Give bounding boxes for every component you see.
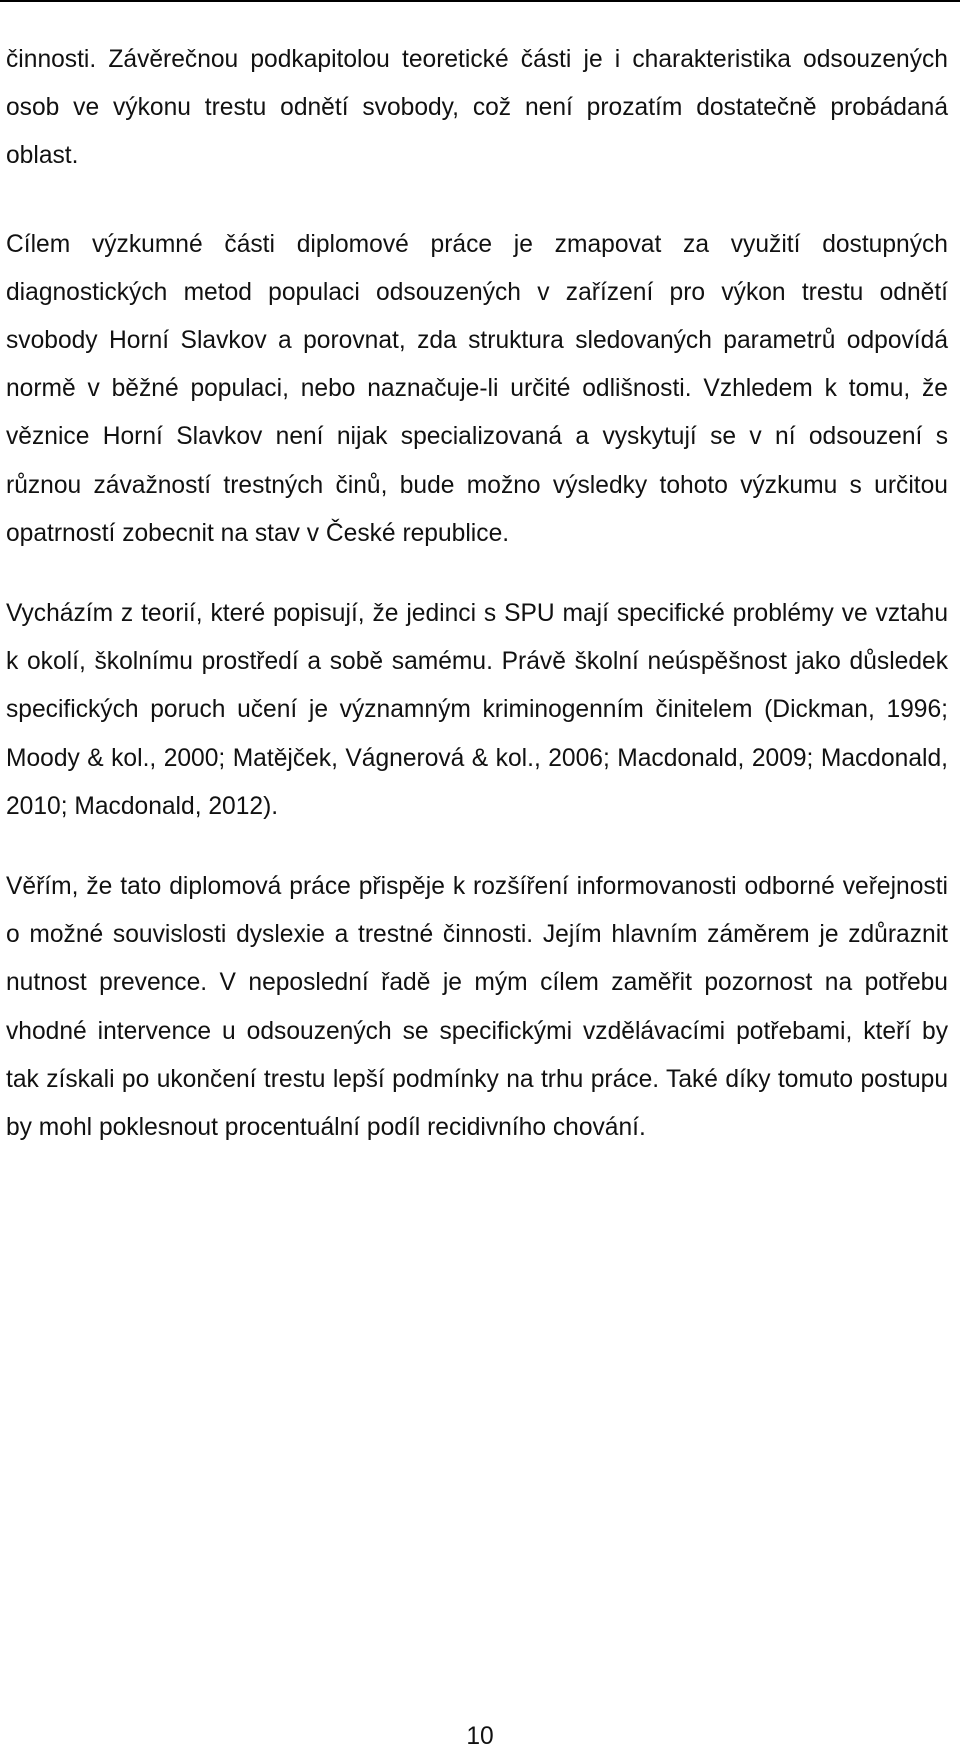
paragraph-1: činnosti. Závěrečnou podkapitolou teoretické části je i charakteristika odsouzených osob ve výkonu trestu odnětí svobody, což není prozatím dostatečně probádaná oblast. <box>6 46 948 170</box>
paragraph-gap <box>6 831 948 863</box>
paragraph-3: Vycházím z teorií, které popisují, že jedinci s SPU mají specifické problémy ve vztahu k okolí, školnímu prostředí a sobě samému. Právě školní neúspěšnost jako důsledek specifických poruch učení je významným kriminogenním činitelem (Dickman, 1996; Moody & kol., 2000; Matějček, Vágnerová & kol., 2006; Macdonald, 2009; Macdonald, 2010; Macdonald, 2012). <box>6 600 948 820</box>
paragraph-gap <box>6 558 948 590</box>
page-content <box>6 36 948 1152</box>
page-number: 10 <box>466 1723 494 1750</box>
paragraph-2: Cílem výzkumné části diplomové práce je zmapovat za využití dostupných diagnostických metod populaci odsouzených v zařízení pro výkon trestu odnětí svobody Horní Slavkov a porovnat, zda struktura sledovaných parametrů odpovídá normě v běžné populaci, nebo naznačuje-li určité odlišnosti. Vzhledem k tomu, že věznice Horní Slavkov není nijak specializovaná a vyskytují se v ní odsouzení s různou závažností trestných činů, bude možno výsledky tohoto výzkumu s určitou opatrností zobecnit na stav v České republice. <box>6 230 948 547</box>
top-rule <box>0 0 960 2</box>
paragraph-gap <box>6 181 948 221</box>
paragraph-4: Věřím, že tato diplomová práce přispěje k rozšíření informovanosti odborné veřejnosti o možné souvislosti dyslexie a trestné činnosti. Jejím hlavním záměrem je zdůraznit nutnost prevence. V neposlední řadě je mým cílem zaměřit pozornost na potřebu vhodné intervence u odsouzených se specifickými vzdělávacími potřebami, kteří by tak získali po ukončení trestu lepší podmínky na trhu práce. Také díky tomuto postupu by mohl poklesnout procentuální podíl recidivního chování. <box>6 873 948 1142</box>
